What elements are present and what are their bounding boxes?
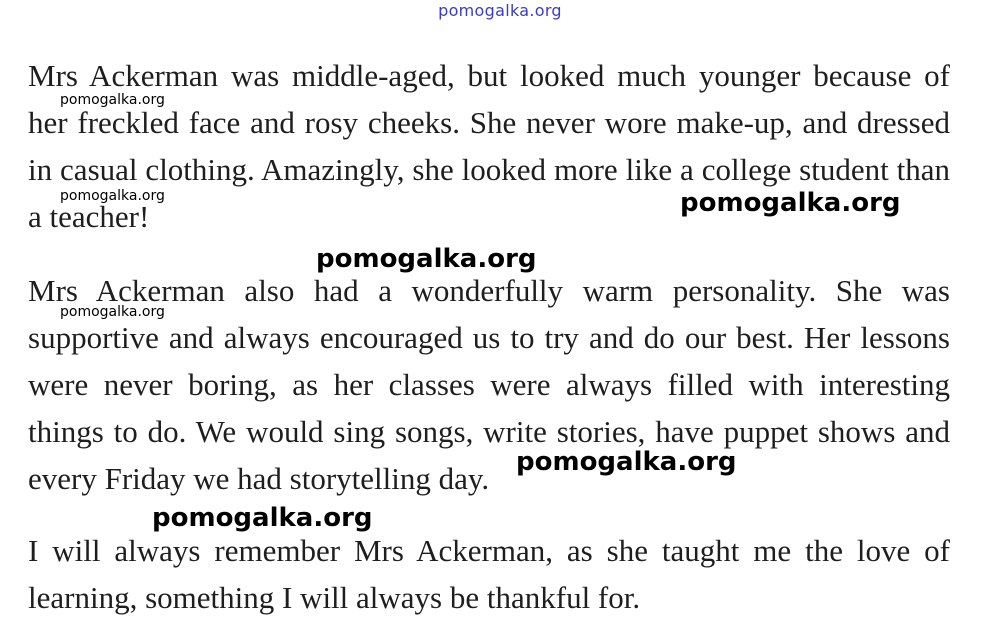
paragraph-3: I will always remember Mrs Ackerman, as she taught me the love of learning, something I will always be thankful for. xyxy=(28,533,950,615)
watermark-small: pomogalka.org xyxy=(60,304,165,320)
watermark-small: pomogalka.org xyxy=(60,92,165,108)
header-watermark: pomogalka.org xyxy=(438,1,562,20)
watermark-large: pomogalka.org xyxy=(516,447,737,477)
watermark-large: pomogalka.org xyxy=(316,244,537,274)
watermark-large: pomogalka.org xyxy=(152,503,373,533)
paragraph-1: Mrs Ackerman was middle-aged, but looked much younger because of her freckled face and rosy cheeks. She never wore make-up, and dressed in casual clothing. Amazingly, she looked more like a college student than a teacher! xyxy=(28,58,950,234)
watermark-large: pomogalka.org xyxy=(680,188,901,218)
paragraph-2: Mrs Ackerman also had a wonderfully warm personality. She was supportive and always encouraged us to try and do our best. Her lessons were never boring, as her classes were always filled with interesting things to do. We would sing songs, write stories, have puppet shows and every Friday we had storytelling day. xyxy=(28,273,950,496)
watermark-small: pomogalka.org xyxy=(60,188,165,204)
